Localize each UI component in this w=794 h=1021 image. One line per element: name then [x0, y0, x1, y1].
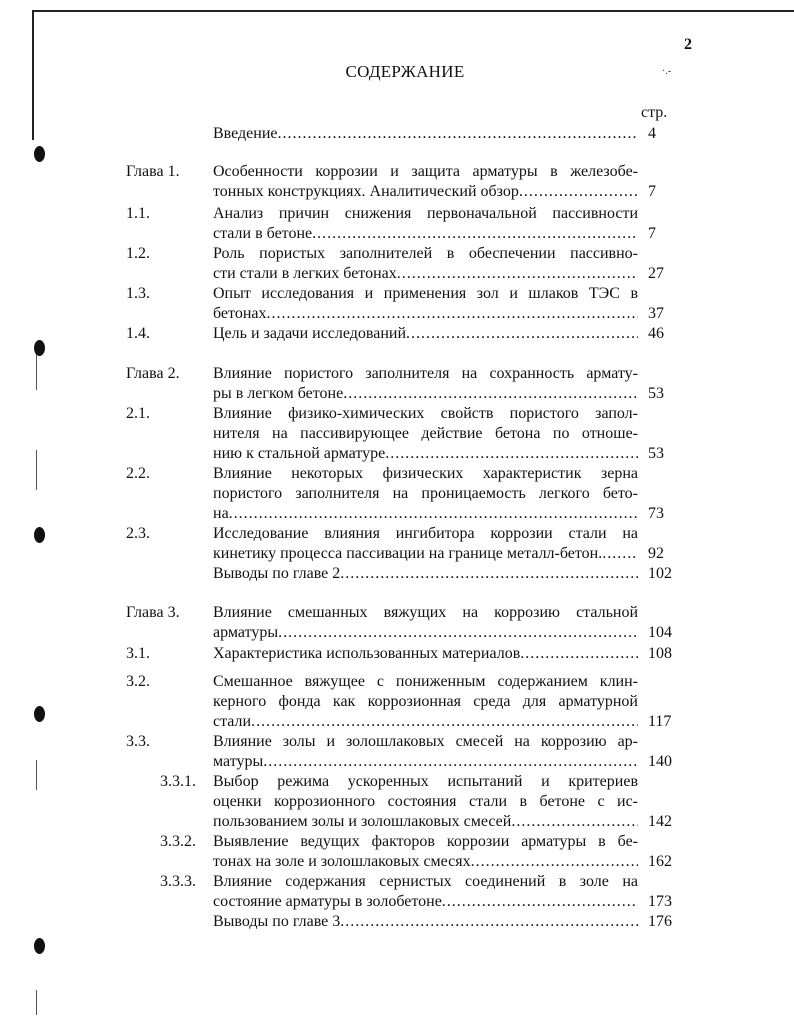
toc-entry-number: 3.1.	[126, 645, 150, 662]
toc-entry-title	[213, 244, 638, 284]
toc-entry-line: Влияние некоторых физических характеристик зерна	[213, 465, 638, 482]
toc-entry-page: 176	[648, 913, 672, 930]
toc-entry-line: керного фонда как коррозионная среда для арматурной	[213, 693, 638, 710]
dot-leader	[511, 812, 638, 832]
dot-leader	[263, 752, 638, 772]
toc-entry-number: 3.3.2.	[160, 833, 196, 850]
toc-entry-line: Введение .....	[213, 124, 638, 144]
toc-entry-line: пользованием золы и золошлаковых смесей .....	[213, 812, 638, 832]
page-column-label: стр.	[641, 104, 668, 121]
dot-leader	[602, 544, 638, 564]
toc-entry-title	[213, 672, 638, 732]
toc-entry-number: 3.3.3.	[160, 873, 196, 890]
toc-entry-page: 4	[648, 125, 656, 142]
toc-entry-title	[213, 524, 638, 564]
dot-leader	[229, 504, 638, 524]
toc-entry-page: 108	[648, 645, 672, 662]
dot-leader	[340, 912, 638, 932]
toc-entry-title	[213, 464, 638, 524]
toc-entry-line: нию к стальной арматуре .....	[213, 444, 638, 464]
toc-entry-page: 140	[648, 753, 672, 770]
toc-entry-title	[213, 404, 638, 464]
dot-leader	[278, 623, 638, 643]
toc-entry-number: 3.2.	[126, 673, 150, 690]
scan-noise-text: ·.-	[662, 66, 672, 77]
toc-entry-line: Роль пористых заполнителей в обеспечении пассивно-	[213, 245, 638, 262]
toc-entry-page: 142	[648, 813, 672, 830]
toc-entry-page: 104	[648, 624, 672, 641]
toc-entry-number: 3.3.1.	[160, 773, 196, 790]
toc-entry-line: Влияние пористого заполнителя на сохранность армату-	[213, 365, 638, 382]
dot-leader	[266, 304, 638, 324]
toc-entry-line: Выводы по главе 2 .....	[213, 564, 638, 584]
dot-leader	[278, 124, 639, 144]
toc-entry-line: стали в бетоне .....	[213, 224, 638, 244]
toc-entry-line: Смешанное вяжущее с пониженным содержанием клин-	[213, 673, 638, 690]
toc-entry-line: Анализ причин снижения первоначальной пассивности	[213, 205, 638, 222]
toc-entry-number: Глава 2.	[126, 365, 180, 382]
toc-entry-number: 3.3.	[126, 733, 150, 750]
toc-entry-page: 53	[648, 445, 664, 462]
toc-entry-line: бетонах .....	[213, 304, 638, 324]
dot-leader	[520, 644, 638, 664]
page-number: 2	[684, 36, 692, 53]
dot-leader	[442, 892, 638, 912]
toc-entry-page: 37	[648, 305, 664, 322]
toc-entry-number: 1.1.	[126, 205, 150, 222]
toc-entry-page: 46	[648, 325, 664, 342]
toc-entry-page: 7	[648, 183, 656, 200]
toc-entry-line: Выявление ведущих факторов коррозии арматуры в бе-	[213, 833, 638, 850]
toc-entry-line: кинетику процесса пассивации на границе металл-бетон. .....	[213, 544, 638, 564]
dot-leader	[251, 712, 638, 732]
toc-entry-line: Выбор режима ускоренных испытаний и критериев	[213, 773, 638, 790]
toc-entry-line: Выводы по главе 3 .....	[213, 912, 638, 932]
toc-entry-line: стали .....	[213, 712, 638, 732]
toc-entry-number: 2.2.	[126, 465, 150, 482]
toc-entry-line: оценки коррозионного состояния стали в бетоне с ис-	[213, 793, 638, 810]
dot-leader	[406, 324, 638, 344]
toc-entry-line: состояние арматуры в золобетоне .....	[213, 892, 638, 912]
toc-entry-line: ры в легком бетоне .....	[213, 384, 638, 404]
toc-entry-title	[213, 162, 638, 202]
toc-entry-line: Цель и задачи исследований .....	[213, 324, 638, 344]
dot-leader	[385, 444, 638, 464]
dot-leader	[340, 564, 638, 584]
toc-entry-line: Особенности коррозии и защита арматуры в железобе-	[213, 163, 638, 180]
toc-entry-number: Глава 1.	[126, 163, 180, 180]
toc-entry-title	[213, 732, 638, 772]
toc-entry-page: 7	[648, 225, 656, 242]
toc-entry-title	[213, 772, 638, 832]
dot-leader	[397, 264, 638, 284]
toc-entry-line: Опыт исследования и применения зол и шлаков ТЭС в	[213, 285, 638, 302]
toc-entry-line: тонах на золе и золошлаковых смесях .....	[213, 852, 638, 872]
toc-entry-line: арматуры .....	[213, 623, 638, 643]
toc-entry-title	[213, 603, 638, 643]
toc-entry-number: 2.1.	[126, 405, 150, 422]
toc-entry-title	[213, 912, 638, 932]
toc-entry-title	[213, 832, 638, 872]
dot-leader	[471, 852, 638, 872]
toc-entry-number: 1.4.	[126, 325, 150, 342]
toc-entry-line: Характеристика использованных материалов .....	[213, 644, 638, 664]
toc-entry-number: 2.3.	[126, 525, 150, 542]
toc-entry-line: тонных конструкциях. Аналитический обзор .....	[213, 182, 638, 202]
toc-entry-page: 162	[648, 853, 672, 870]
toc-entry-line: Влияние физико-химических свойств пористого запол-	[213, 405, 638, 422]
toc-entry-number: Глава 3.	[126, 604, 180, 621]
toc-entry-line: пористого заполнителя на проницаемость легкого бето-	[213, 485, 638, 502]
toc-entry-page: 27	[648, 265, 664, 282]
toc-entry-page: 92	[648, 545, 664, 562]
toc-entry-title	[213, 564, 638, 584]
toc-entry-number: 1.2.	[126, 245, 150, 262]
toc-entry-page: 102	[648, 565, 672, 582]
toc-entry-title	[213, 204, 638, 244]
toc-entry-title	[213, 124, 638, 144]
toc-entry-line: нителя на пассивирующее действие бетона по отноше-	[213, 425, 638, 442]
toc-entry-number: 1.3.	[126, 285, 150, 302]
toc-entry-page: 73	[648, 505, 664, 522]
dot-leader	[343, 384, 638, 404]
toc-entry-line: матуры .....	[213, 752, 638, 772]
toc-entry-line: сти стали в легких бетонах .....	[213, 264, 638, 284]
toc-entry-title	[213, 284, 638, 324]
toc-entry-line: Исследование влияния ингибитора коррозии стали на	[213, 525, 638, 542]
toc-entry-title	[213, 872, 638, 912]
toc-entry-line: Влияние смешанных вяжущих на коррозию стальной	[213, 604, 638, 621]
toc-entry-line: Влияние золы и золошлаковых смесей на коррозию ар-	[213, 733, 638, 750]
dot-leader	[519, 182, 638, 202]
toc-entry-line: на .....	[213, 504, 638, 524]
toc-entry-page: 173	[648, 893, 672, 910]
toc-entry-line: Влияние содержания сернистых соединений в золе на	[213, 873, 638, 890]
page-title: СОДЕРЖАНИЕ	[345, 62, 465, 81]
dot-leader	[312, 224, 638, 244]
toc-entry-title	[213, 644, 638, 664]
toc-entry-page: 53	[648, 385, 664, 402]
toc-entry-title	[213, 364, 638, 404]
toc-entry-title	[213, 324, 638, 344]
toc-entry-page: 117	[648, 713, 672, 730]
